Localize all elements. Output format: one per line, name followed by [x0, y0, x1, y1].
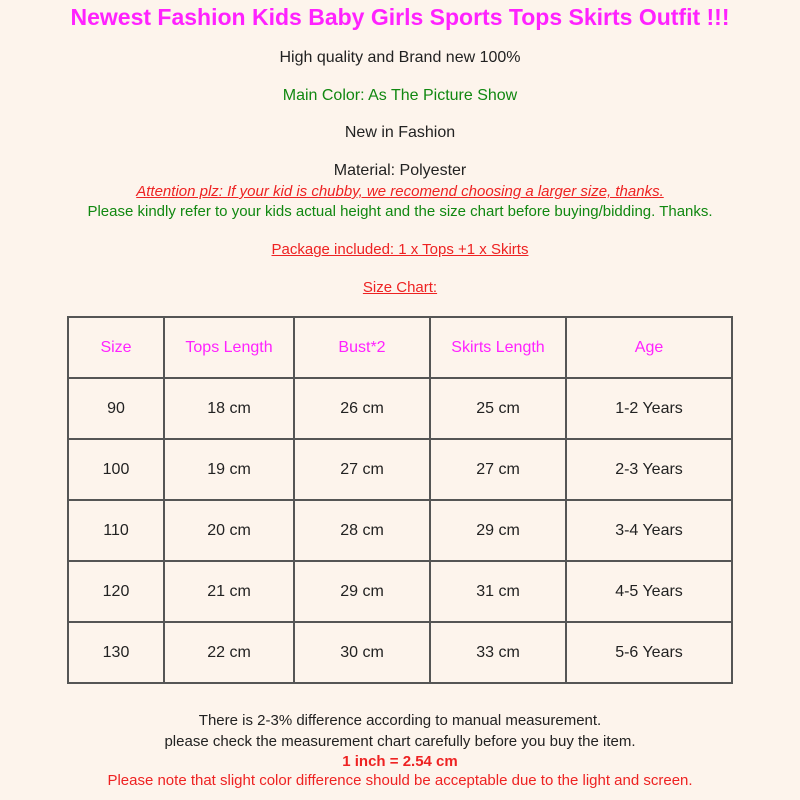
- cell-tops-length: 18 cm: [164, 378, 294, 439]
- inch-conversion: 1 inch = 2.54 cm: [342, 753, 458, 770]
- material-line: Material: Polyester: [333, 162, 467, 179]
- cell-size: 130: [68, 622, 164, 683]
- table-row: [68, 439, 732, 500]
- refer-note: Please kindly refer to your kids actual height and the size chart before buying/bidding. Thanks.: [87, 203, 713, 220]
- attention-note: Attention plz: If your kid is chubby, we recomend choosing a larger size, thanks.: [136, 183, 664, 200]
- cell-bust: 28 cm: [294, 500, 430, 561]
- cell-tops-length: 19 cm: [164, 439, 294, 500]
- header-skirts-length: Skirts Length: [430, 317, 566, 378]
- cell-age: 1-2 Years: [566, 378, 732, 439]
- table-header-row: [68, 317, 732, 378]
- cell-bust: 27 cm: [294, 439, 430, 500]
- cell-skirts-length: 29 cm: [430, 500, 566, 561]
- cell-age: 2-3 Years: [566, 439, 732, 500]
- cell-age: 3-4 Years: [566, 500, 732, 561]
- table-row: [68, 622, 732, 683]
- new-fashion-line: New in Fashion: [344, 124, 456, 141]
- cell-size: 90: [68, 378, 164, 439]
- size-chart-table: [67, 316, 733, 684]
- cell-skirts-length: 31 cm: [430, 561, 566, 622]
- cell-age: 5-6 Years: [566, 622, 732, 683]
- cell-tops-length: 21 cm: [164, 561, 294, 622]
- measurement-difference-note: There is 2-3% difference according to manual measurement.: [198, 712, 602, 729]
- table-row: [68, 378, 732, 439]
- main-color-line: Main Color: As The Picture Show: [282, 87, 518, 104]
- cell-age: 4-5 Years: [566, 561, 732, 622]
- cell-bust: 29 cm: [294, 561, 430, 622]
- cell-size: 110: [68, 500, 164, 561]
- cell-bust: 26 cm: [294, 378, 430, 439]
- header-tops-length: Tops Length: [164, 317, 294, 378]
- table-row: [68, 500, 732, 561]
- cell-skirts-length: 27 cm: [430, 439, 566, 500]
- cell-size: 100: [68, 439, 164, 500]
- check-chart-note: please check the measurement chart carefully before you buy the item.: [164, 733, 636, 750]
- cell-skirts-length: 25 cm: [430, 378, 566, 439]
- table-row: [68, 561, 732, 622]
- header-size: Size: [68, 317, 164, 378]
- header-age: Age: [566, 317, 732, 378]
- size-chart-label: Size Chart:: [362, 279, 438, 296]
- package-line: Package included: 1 x Tops +1 x Skirts: [271, 241, 529, 258]
- cell-tops-length: 22 cm: [164, 622, 294, 683]
- cell-tops-length: 20 cm: [164, 500, 294, 561]
- page-title: Newest Fashion Kids Baby Girls Sports Tops Skirts Outfit !!!: [70, 4, 730, 30]
- color-difference-note: Please note that slight color difference should be acceptable due to the light and screen.: [107, 772, 693, 789]
- cell-size: 120: [68, 561, 164, 622]
- cell-bust: 30 cm: [294, 622, 430, 683]
- quality-line: High quality and Brand new 100%: [279, 49, 521, 66]
- header-bust: Bust*2: [294, 317, 430, 378]
- cell-skirts-length: 33 cm: [430, 622, 566, 683]
